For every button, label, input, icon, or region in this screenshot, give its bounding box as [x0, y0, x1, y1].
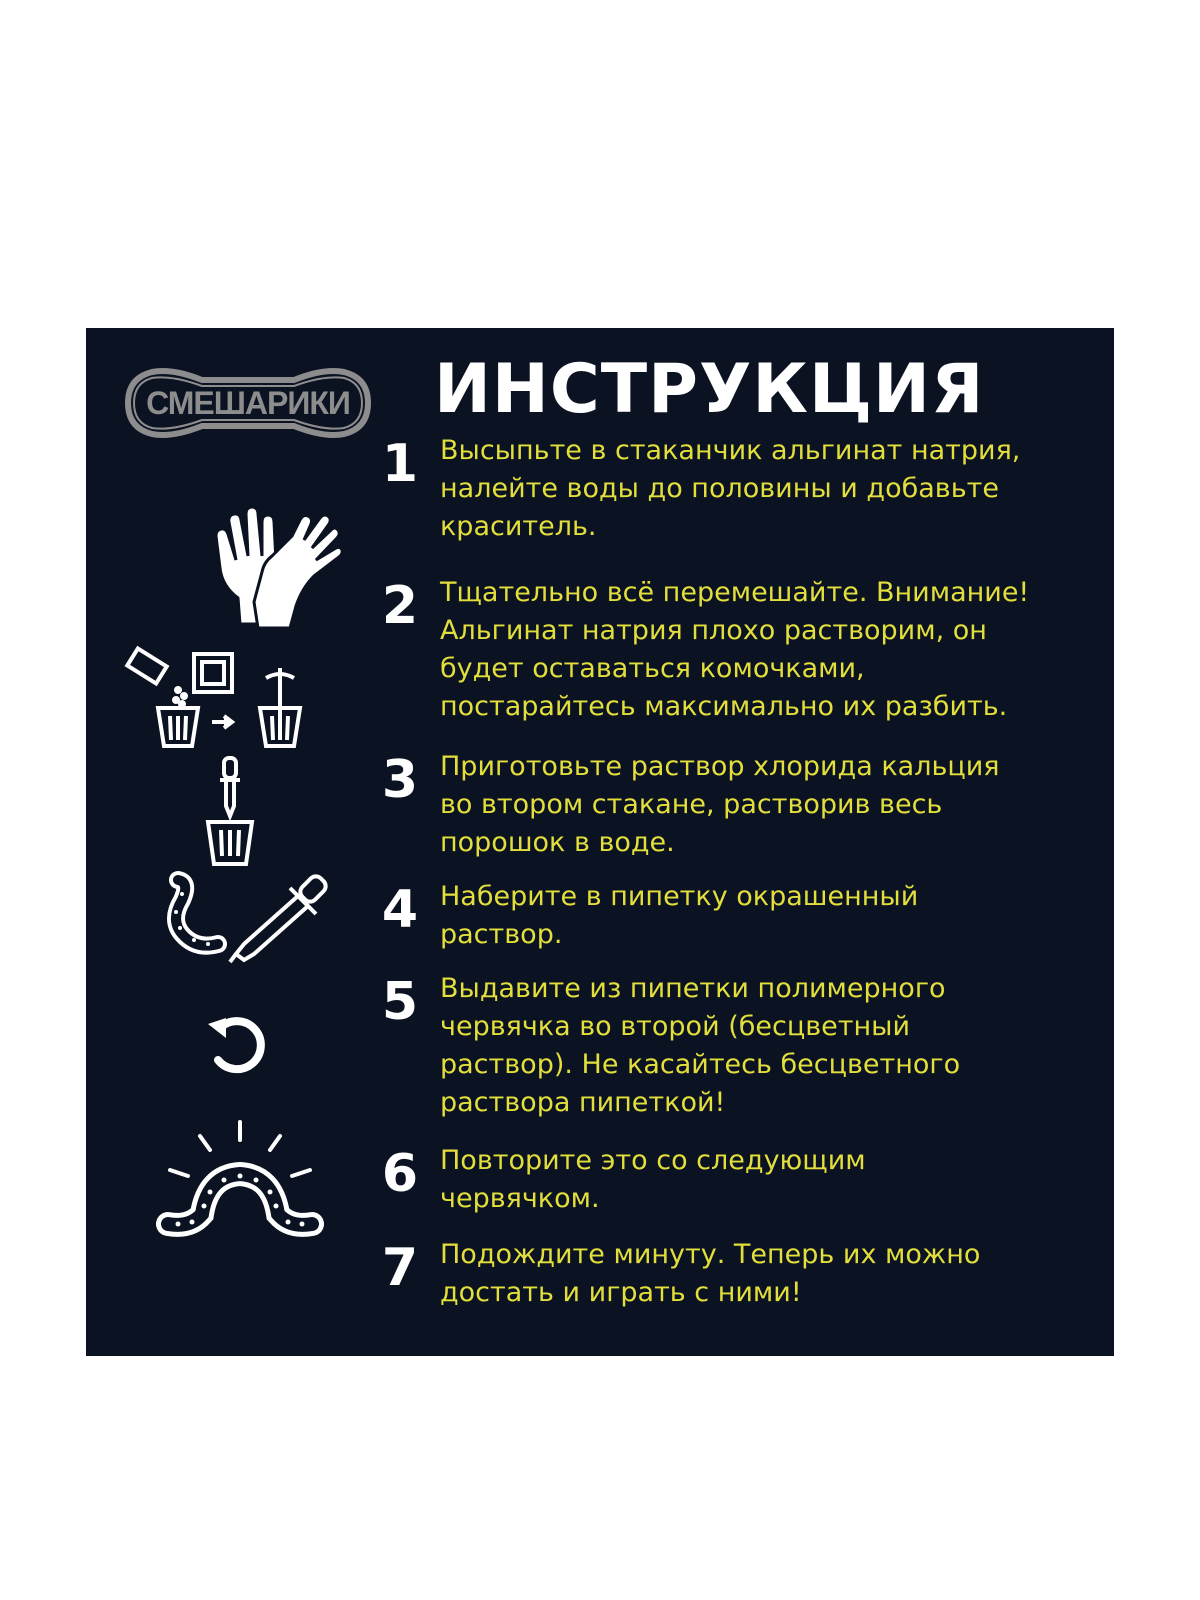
step-number: 1	[381, 434, 419, 494]
gloves-icon	[196, 506, 346, 628]
step-number: 4	[381, 880, 419, 940]
step-text: Тщательно всё перемешайте. Внимание! Альгинат натрия плохо растворим, он будет оставаться комочками, постарайтесь максимально их разбить.	[440, 577, 1030, 722]
step-number: 7	[381, 1238, 419, 1298]
step-text: Приготовьте раствор хлорида кальция во втором стакане, растворив весь порошок в воде.	[440, 751, 1000, 858]
dropper-cup-icon	[204, 756, 256, 868]
repeat-arrow-icon	[204, 1014, 270, 1080]
step-text: Наберите в пипетку окрашенный раствор.	[440, 881, 919, 950]
glowing-worm-icon	[156, 1118, 324, 1238]
step-text: Повторите это со следующим червячком.	[440, 1145, 866, 1214]
step-number: 2	[381, 576, 419, 636]
step-text: Высыпьте в стаканчик альгинат натрия, налейте воды до половины и добавьте краситель.	[440, 435, 1021, 542]
page-title: ИНСТРУКЦИЯ	[434, 350, 985, 429]
instruction-panel	[86, 328, 1114, 1356]
worm-dropper-icon	[148, 872, 330, 968]
step-number: 5	[381, 972, 419, 1032]
step-number: 6	[381, 1144, 419, 1204]
svg-text:СМЕШАРИКИ: СМЕШАРИКИ	[146, 385, 350, 421]
step-number: 3	[381, 750, 419, 810]
mixing-cups-icon	[126, 650, 316, 750]
step-text: Подождите минуту. Теперь их можно достать и играть с ними!	[440, 1239, 981, 1308]
step-text: Выдавите из пипетки полимерного червячка во второй (бесцветный раствор). Не касайтесь бесцветного раствора пипеткой!	[440, 973, 961, 1118]
